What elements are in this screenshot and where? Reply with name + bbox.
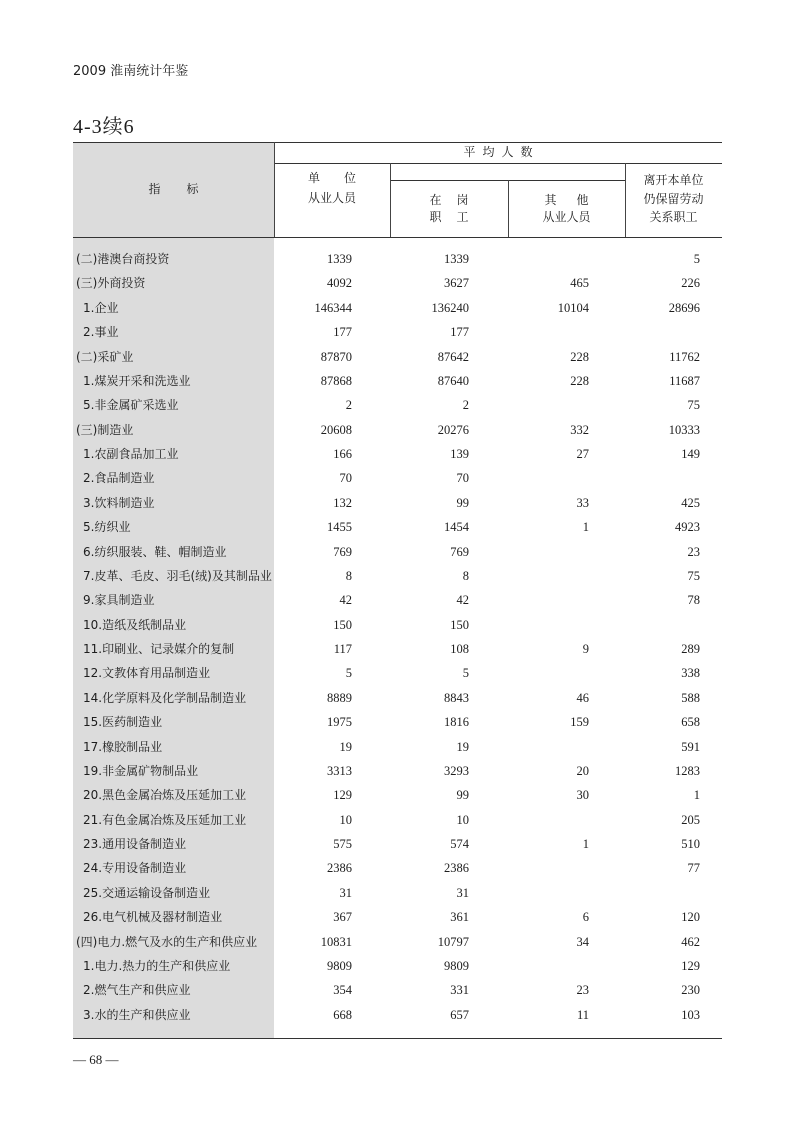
cell-on-post-staff: 8843 [444, 690, 469, 705]
cell-unit-employees: 31 [339, 885, 352, 900]
cell-on-post-staff: 1339 [444, 252, 469, 266]
cell-on-post-staff: 99 [456, 788, 469, 803]
cell-other-employees: 228 [570, 373, 589, 388]
header-on-post-staff-line1: 在岗 [429, 193, 484, 207]
table-row [73, 808, 722, 832]
table-row [73, 271, 722, 295]
cell-on-post-staff: 8 [462, 568, 469, 583]
table-row [73, 418, 722, 442]
cell-unit-employees: 354 [333, 983, 352, 998]
cell-retained-staff: 658 [681, 715, 700, 730]
cell-unit-employees: 87870 [320, 349, 352, 364]
cell-on-post-staff: 5 [462, 666, 469, 681]
header-other-employees-line2: 从业人员 [542, 210, 591, 224]
row-label: 2.燃气生产和供应业 [83, 983, 191, 998]
cell-retained-staff: 425 [681, 495, 700, 510]
table-body [73, 247, 722, 1027]
cell-on-post-staff: 3293 [444, 763, 469, 778]
table-row [73, 247, 722, 271]
table-top-rule [73, 142, 722, 143]
cell-unit-employees: 1339 [327, 252, 352, 266]
table-row [73, 759, 722, 783]
cell-unit-employees: 5 [345, 666, 352, 681]
cell-unit-employees: 2386 [327, 861, 352, 876]
cell-retained-staff: 11762 [669, 349, 700, 364]
cell-on-post-staff: 361 [450, 910, 469, 925]
row-label: 9.家具制造业 [83, 593, 155, 608]
cell-retained-staff: 226 [681, 276, 700, 291]
table-row [73, 954, 722, 978]
cell-on-post-staff: 769 [450, 544, 469, 559]
cell-other-employees: 27 [576, 447, 589, 461]
cell-retained-staff: 1 [693, 788, 700, 803]
cell-retained-staff: 289 [681, 642, 700, 656]
cell-retained-staff: 23 [687, 544, 700, 559]
cell-on-post-staff: 2386 [444, 861, 469, 876]
cell-other-employees: 9 [582, 642, 589, 656]
cell-on-post-staff: 136240 [431, 300, 469, 315]
table-row [73, 735, 722, 759]
row-label: 1.电力.热力的生产和供应业 [83, 958, 231, 973]
cell-on-post-staff: 99 [456, 495, 469, 510]
table-row [73, 661, 722, 685]
table-row [73, 442, 722, 466]
cell-other-employees: 34 [576, 934, 589, 949]
cell-retained-staff: 149 [681, 447, 700, 461]
row-label: 23.通用设备制造业 [83, 837, 187, 851]
cell-retained-staff: 338 [681, 666, 700, 681]
cell-other-employees: 228 [570, 349, 589, 364]
cell-retained-staff: 28696 [668, 300, 700, 315]
cell-retained-staff: 588 [681, 690, 700, 705]
header-unit-employees-line2: 从业人员 [307, 191, 356, 205]
row-label: 20.黑色金属冶炼及压延加工业 [83, 788, 247, 803]
row-label: 5.纺织业 [83, 520, 131, 535]
header-retained-staff-line1: 离开本单位 [643, 173, 704, 187]
cell-unit-employees: 10831 [320, 934, 352, 949]
cell-retained-staff: 75 [687, 568, 700, 583]
cell-retained-staff: 129 [681, 958, 700, 973]
cell-other-employees: 332 [570, 422, 589, 437]
cell-unit-employees: 1975 [327, 715, 352, 730]
yearbook-title: 2009 淮南统计年鉴 [73, 64, 189, 79]
table-row [73, 856, 722, 880]
header-indicator: 指标 [148, 182, 225, 196]
cell-on-post-staff: 657 [450, 1007, 469, 1022]
cell-unit-employees: 70 [339, 471, 352, 486]
table-row [73, 613, 722, 637]
cell-unit-employees: 117 [333, 642, 352, 656]
cell-other-employees: 1 [582, 520, 589, 535]
row-label: 6.纺织服装、鞋、帽制造业 [83, 544, 227, 559]
cell-retained-staff: 10333 [668, 422, 700, 437]
cell-unit-employees: 575 [333, 837, 352, 851]
cell-on-post-staff: 20276 [437, 422, 469, 437]
cell-on-post-staff: 19 [456, 739, 469, 754]
table-row [73, 881, 722, 905]
row-label: 14.化学原料及化学制品制造业 [83, 690, 247, 705]
cell-on-post-staff: 150 [450, 617, 469, 632]
cell-retained-staff: 1283 [675, 763, 700, 778]
cell-on-post-staff: 2 [462, 398, 469, 413]
table-row [73, 588, 722, 612]
cell-unit-employees: 8889 [327, 690, 352, 705]
cell-unit-employees: 1455 [327, 520, 352, 535]
header-retained-staff-line2: 仍保留劳动 [643, 192, 704, 206]
cell-on-post-staff: 9809 [444, 958, 469, 973]
cell-retained-staff: 75 [687, 398, 700, 413]
cell-retained-staff: 11687 [669, 373, 700, 388]
row-label: 2.事业 [83, 325, 119, 340]
cell-on-post-staff: 87640 [437, 373, 469, 388]
page-number: — 68 — [73, 1052, 119, 1067]
row-label: 21.有色金属冶炼及压延加工业 [83, 812, 247, 827]
header-retained-staff-line3: 关系职工 [649, 210, 698, 224]
table-row [73, 491, 722, 515]
cell-retained-staff: 5 [693, 252, 700, 266]
cell-on-post-staff: 177 [450, 325, 469, 340]
cell-retained-staff: 205 [681, 812, 700, 827]
table-row [73, 393, 722, 417]
cell-unit-employees: 166 [333, 447, 352, 461]
table-row [73, 710, 722, 734]
row-label: 3.饮料制造业 [83, 495, 155, 510]
cell-unit-employees: 769 [333, 544, 352, 559]
cell-on-post-staff: 1454 [444, 520, 469, 535]
cell-other-employees: 159 [570, 715, 589, 730]
header-unit-employees-line1: 单位 [307, 171, 380, 185]
table-row [73, 369, 722, 393]
row-label: (四)电力.燃气及水的生产和供应业 [76, 934, 258, 949]
cell-other-employees: 6 [582, 910, 589, 925]
row-label: (二)采矿业 [76, 349, 134, 364]
cell-retained-staff: 230 [681, 983, 700, 998]
row-label: 1.煤炭开采和洗选业 [83, 373, 191, 388]
cell-unit-employees: 19 [339, 739, 352, 754]
row-label: 17.橡胶制品业 [83, 739, 163, 754]
table-row [73, 978, 722, 1002]
cell-other-employees: 465 [570, 276, 589, 291]
row-label: 25.交通运输设备制造业 [83, 885, 211, 900]
cell-retained-staff: 462 [681, 934, 700, 949]
cell-unit-employees: 20608 [320, 422, 352, 437]
cell-unit-employees: 4092 [327, 276, 352, 291]
cell-unit-employees: 8 [345, 568, 352, 583]
table-title: 4-3续6 [73, 116, 135, 138]
cell-unit-employees: 367 [333, 910, 352, 925]
row-label: 15.医药制造业 [83, 715, 163, 730]
cell-on-post-staff: 574 [450, 837, 469, 851]
cell-retained-staff: 510 [681, 837, 700, 851]
cell-retained-staff: 78 [687, 593, 700, 608]
cell-on-post-staff: 87642 [437, 349, 469, 364]
table-row [73, 320, 722, 344]
row-label: (三)外商投资 [76, 276, 146, 291]
cell-unit-employees: 146344 [314, 300, 352, 315]
row-label: (二)港澳台商投资 [76, 252, 170, 266]
cell-other-employees: 20 [576, 763, 589, 778]
table-row [73, 686, 722, 710]
cell-retained-staff: 103 [681, 1007, 700, 1022]
row-label: 26.电气机械及器材制造业 [83, 910, 223, 925]
header-bottom-rule [73, 237, 722, 238]
header-other-employees-line1: 其他 [544, 193, 609, 207]
cell-on-post-staff: 139 [450, 447, 469, 461]
header-on-post-staff-line2: 职工 [429, 210, 484, 224]
table-row [73, 930, 722, 954]
cell-unit-employees: 9809 [327, 958, 352, 973]
row-label: 7.皮革、毛皮、羽毛(绒)及其制品业 [83, 568, 272, 583]
row-label: 12.文教体育用品制造业 [83, 666, 211, 681]
cell-retained-staff: 4923 [675, 520, 700, 535]
cell-retained-staff: 120 [681, 910, 700, 925]
cell-on-post-staff: 108 [450, 642, 469, 656]
table-row [73, 540, 722, 564]
cell-unit-employees: 10 [339, 812, 352, 827]
cell-unit-employees: 3313 [327, 763, 352, 778]
table-row [73, 466, 722, 490]
cell-unit-employees: 2 [345, 398, 352, 413]
row-label: (三)制造业 [76, 422, 134, 437]
cell-unit-employees: 42 [339, 593, 352, 608]
cell-other-employees: 23 [576, 983, 589, 998]
cell-retained-staff: 77 [687, 861, 700, 876]
row-label: 10.造纸及纸制品业 [83, 617, 187, 632]
table-row [73, 905, 722, 929]
cell-other-employees: 1 [582, 837, 589, 851]
cell-on-post-staff: 331 [450, 983, 469, 998]
row-label: 1.农副食品加工业 [83, 447, 179, 461]
table-row [73, 564, 722, 588]
cell-retained-staff: 591 [681, 739, 700, 754]
cell-unit-employees: 87868 [320, 373, 352, 388]
table-bottom-rule [73, 1038, 722, 1039]
cell-other-employees: 30 [576, 788, 589, 803]
table-row [73, 1003, 722, 1027]
table-row [73, 832, 722, 856]
header-average-count: 平均人数 [463, 145, 540, 159]
row-label: 19.非金属矿物制品业 [83, 763, 199, 778]
table-row [73, 637, 722, 661]
cell-other-employees: 10104 [557, 300, 589, 315]
cell-other-employees: 11 [576, 1007, 589, 1022]
cell-on-post-staff: 3627 [444, 276, 469, 291]
table-row [73, 783, 722, 807]
cell-on-post-staff: 70 [456, 471, 469, 486]
cell-on-post-staff: 42 [456, 593, 469, 608]
row-label: 24.专用设备制造业 [83, 861, 187, 876]
cell-on-post-staff: 10 [456, 812, 469, 827]
cell-on-post-staff: 31 [456, 885, 469, 900]
table-row [73, 345, 722, 369]
cell-other-employees: 33 [576, 495, 589, 510]
cell-unit-employees: 132 [333, 495, 352, 510]
cell-unit-employees: 129 [333, 788, 352, 803]
cell-unit-employees: 177 [333, 325, 352, 340]
cell-unit-employees: 150 [333, 617, 352, 632]
row-label: 11.印刷业、记录媒介的复制 [83, 642, 235, 656]
cell-on-post-staff: 1816 [444, 715, 469, 730]
cell-on-post-staff: 10797 [437, 934, 469, 949]
table-row [73, 515, 722, 539]
cell-unit-employees: 668 [333, 1007, 352, 1022]
cell-other-employees: 46 [576, 690, 589, 705]
table-row [73, 296, 722, 320]
row-label: 2.食品制造业 [83, 471, 155, 486]
row-label: 1.企业 [83, 300, 119, 315]
row-label: 3.水的生产和供应业 [83, 1007, 191, 1022]
group-header-rule [274, 163, 722, 164]
row-label: 5.非金属矿采选业 [83, 398, 179, 413]
